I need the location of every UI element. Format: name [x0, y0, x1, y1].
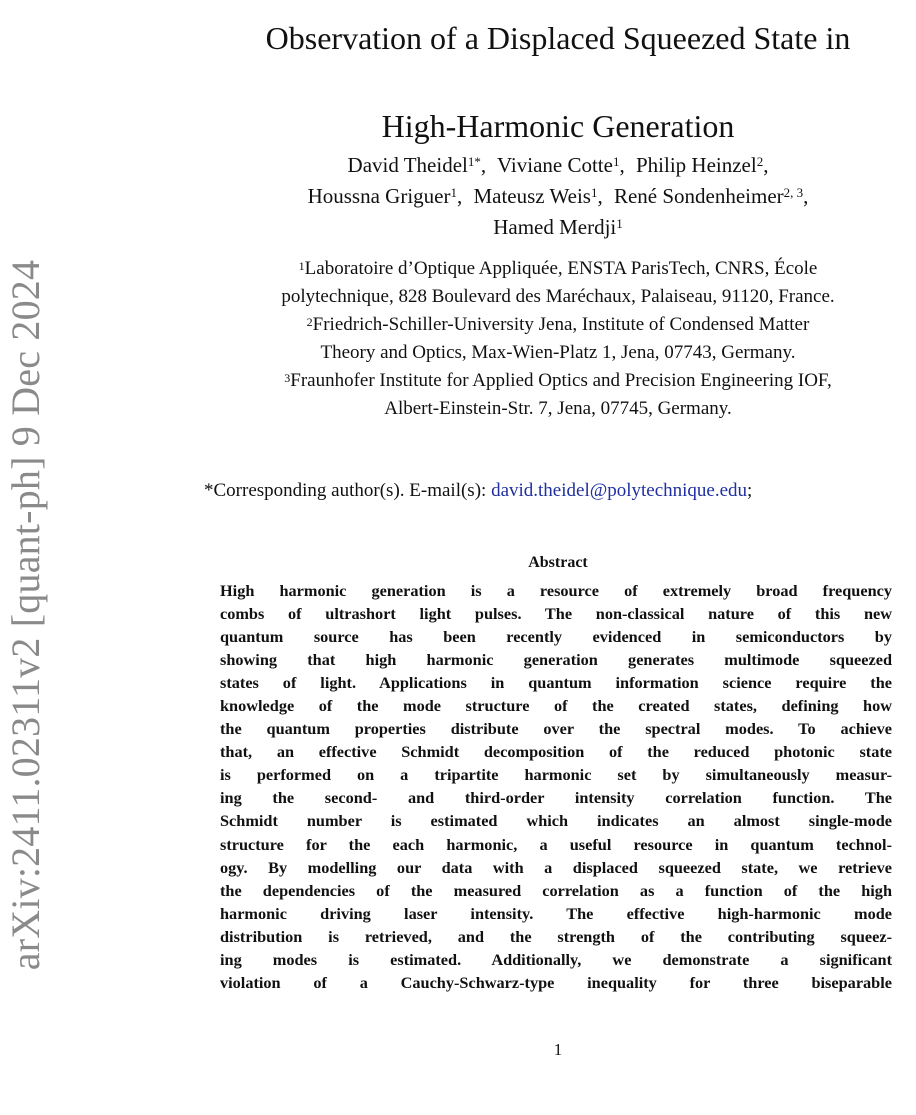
abstract-line: combs of ultrashort light pulses. The non-classical nature of this new [220, 604, 892, 624]
corresponding-label: *Corresponding author(s). E-mail(s): [204, 480, 492, 501]
page-number: 1 [553, 1040, 563, 1059]
author-name: David Theidel [347, 153, 468, 177]
author [473, 184, 602, 208]
abstract-line: ogy. By modelling our data with a displaced squeezed state, we retrieve [220, 857, 892, 877]
affiliation-line [198, 395, 916, 423]
author-separator: , [456, 184, 463, 208]
corresponding-suffix: ; [747, 480, 753, 501]
author-affiliation-mark: 2, 3 [783, 185, 804, 200]
author-separator: , [803, 184, 809, 208]
author-affiliation-mark: 2 [756, 154, 764, 169]
abstract-line: ing modes is estimated. Additionally, we demonstrate a significant [220, 949, 892, 969]
affiliation-line [198, 339, 916, 367]
author [493, 215, 623, 239]
arxiv-stamp: arXiv:2411.02311v2 [quant-ph] 9 Dec 2024 [3, 259, 48, 971]
author-affiliation-mark: 1 [616, 216, 623, 231]
title-line-1: Observation of a Displaced Squeezed State in [265, 20, 851, 56]
affiliation-mark: 3 [284, 371, 291, 385]
author [348, 153, 487, 177]
author [614, 184, 808, 208]
affiliation-text: Laboratoire d’Optique Appliquée, ENSTA ParisTech, CNRS, École [304, 258, 818, 279]
affiliation-text: Friedrich-Schiller-University Jena, Institute of Condensed Matter [312, 314, 810, 335]
affiliation-mark: 1 [298, 259, 305, 273]
abstract-line: violation of a Cauchy-Schwarz-type inequality for three biseparable [220, 972, 892, 992]
author-row-3 [200, 212, 916, 243]
affiliation-line [198, 283, 916, 311]
author-separator: , [480, 153, 487, 177]
abstract-line: that, an effective Schmidt decomposition of the reduced photonic state [220, 742, 892, 762]
author-separator: , [597, 184, 603, 208]
author-affiliation-mark: 1 [590, 185, 598, 200]
abstract-line: the dependencies of the measured correlation as a function of the high [220, 880, 892, 900]
abstract-line: structure for the each harmonic, a useful resource in quantum technol- [220, 834, 892, 854]
author-affiliation-mark: 1 [450, 185, 457, 200]
affiliation-text: Albert-Einstein-Str. 7, Jena, 07745, Germany. [384, 398, 732, 419]
abstract-line: states of light. Applications in quantum information science require the [220, 673, 892, 693]
abstract-line: is performed on a tripartite harmonic set by simultaneously measur- [220, 765, 892, 785]
author-name: Mateusz Weis [473, 184, 591, 208]
affiliation-line [198, 367, 916, 395]
abstract-line: knowledge of the mode structure of the created states, defining how [220, 696, 892, 716]
abstract-body [220, 579, 892, 994]
author [308, 184, 463, 208]
author-affiliation-mark: 1 [612, 154, 620, 169]
corresponding-author [204, 477, 752, 505]
abstract-line: showing that high harmonic generation generates multimode squeezed [220, 650, 892, 670]
author-name: Hamed Merdji [493, 215, 617, 239]
author-row-1 [200, 150, 916, 181]
paper-title [200, 0, 916, 170]
title-line-2: High-Harmonic Generation [381, 108, 735, 144]
affiliation-text: polytechnique, 828 Boulevard des Maréchaux, Palaiseau, 91120, France. [281, 286, 835, 307]
abstract-line: harmonic driving laser intensity. The effective high-harmonic mode [220, 903, 892, 923]
author-separator: , [763, 153, 769, 177]
author-separator: , [619, 153, 625, 177]
abstract-line: Schmidt number is estimated which indicates an almost single-mode [220, 811, 892, 831]
abstract-heading: Abstract [528, 554, 588, 571]
abstract-line: the quantum properties distribute over the spectral modes. To achieve [220, 719, 892, 739]
affiliation-line [198, 311, 916, 339]
abstract-line: distribution is retrieved, and the strength of the contributing squeez- [220, 926, 892, 946]
author-row-2 [200, 181, 916, 212]
author-affiliation-mark: 1* [467, 154, 481, 169]
author [497, 153, 625, 177]
author [636, 153, 768, 177]
author-name: Viviane Cotte [497, 153, 613, 177]
affiliation-list [198, 255, 916, 423]
affiliation-text: Theory and Optics, Max-Wien-Platz 1, Jena, 07743, Germany. [320, 342, 796, 363]
author-name: Houssna Griguer [307, 184, 451, 208]
author-name: Philip Heinzel [635, 153, 757, 177]
affiliation-text: Fraunhofer Institute for Applied Optics and Precision Engineering IOF, [290, 370, 832, 391]
affiliation-line [198, 255, 916, 283]
author-name: René Sondenheimer [613, 184, 784, 208]
affiliation-mark: 2 [306, 315, 313, 329]
author-list [200, 150, 916, 243]
abstract-line: ing the second- and third-order intensity correlation function. The [220, 788, 892, 808]
email-link[interactable]: david.theidel@polytechnique.edu [491, 480, 748, 501]
abstract-line: High harmonic generation is a resource of extremely broad frequency [220, 581, 892, 600]
abstract-line: quantum source has been recently evidenced in semiconductors by [220, 627, 892, 647]
